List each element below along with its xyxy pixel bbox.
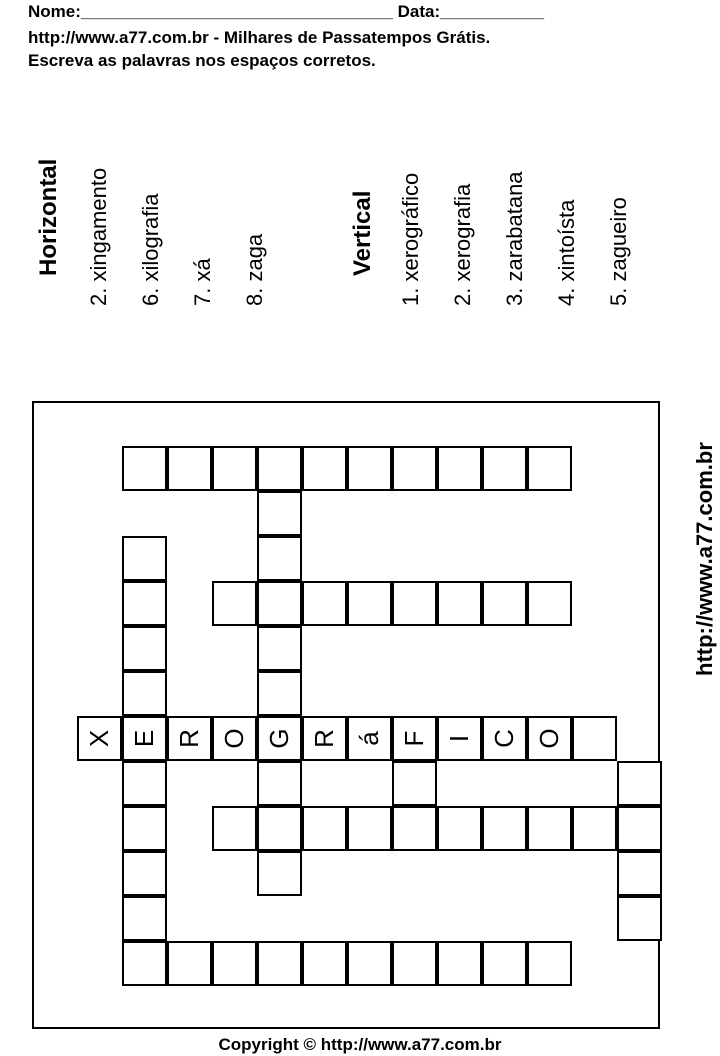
grid-cell[interactable]: [482, 806, 527, 851]
grid-cell[interactable]: [347, 581, 392, 626]
grid-cell[interactable]: [212, 806, 257, 851]
grid-cell[interactable]: [257, 581, 302, 626]
grid-letter: I: [444, 734, 474, 743]
grid-cell[interactable]: [122, 446, 167, 491]
grid-cell[interactable]: [257, 941, 302, 986]
grid-cell[interactable]: [572, 806, 617, 851]
grid-cell[interactable]: [617, 896, 662, 941]
grid-cell[interactable]: [482, 446, 527, 491]
grid-cell[interactable]: [257, 851, 302, 896]
horizontal-clue-3: 7. xá: [190, 258, 215, 306]
grid-cell[interactable]: [617, 761, 662, 806]
grid-cell[interactable]: [392, 581, 437, 626]
grid-cell-filled[interactable]: [392, 716, 437, 761]
grid-cell[interactable]: [347, 446, 392, 491]
site-line: http://www.a77.com.br - Milhares de Passatempos Grátis.: [28, 28, 491, 47]
grid-cell-filled[interactable]: [77, 716, 122, 761]
grid-cell-filled[interactable]: [212, 716, 257, 761]
grid-cell[interactable]: [122, 896, 167, 941]
grid-cell[interactable]: [257, 491, 302, 536]
grid-cell[interactable]: [392, 941, 437, 986]
grid-cell[interactable]: [122, 851, 167, 896]
grid-cell[interactable]: [122, 626, 167, 671]
grid-letter: C: [489, 729, 519, 748]
grid-cell-filled[interactable]: [437, 716, 482, 761]
grid-cell[interactable]: [257, 806, 302, 851]
grid-cell[interactable]: [572, 716, 617, 761]
grid-cell[interactable]: [122, 806, 167, 851]
grid-letter: O: [534, 728, 564, 749]
side-url: http://www.a77.com.br: [692, 442, 717, 676]
vertical-title: Vertical: [349, 190, 376, 276]
grid-cell[interactable]: [257, 761, 302, 806]
grid-cell[interactable]: [617, 806, 662, 851]
grid-cell-filled[interactable]: [347, 716, 392, 761]
horizontal-title: Horizontal: [35, 158, 62, 276]
grid-cell[interactable]: [527, 941, 572, 986]
grid-cell[interactable]: [482, 581, 527, 626]
grid-cell[interactable]: [392, 806, 437, 851]
grid-cell[interactable]: [302, 446, 347, 491]
grid-cell[interactable]: [257, 536, 302, 581]
grid-cell[interactable]: [167, 446, 212, 491]
grid-letter: E: [129, 729, 159, 748]
grid-cell[interactable]: [302, 581, 347, 626]
grid-cell[interactable]: [437, 581, 482, 626]
grid-letter: O: [219, 728, 249, 749]
grid-cell[interactable]: [122, 941, 167, 986]
grid-cell[interactable]: [122, 761, 167, 806]
grid-cell[interactable]: [302, 806, 347, 851]
grid-cell-filled[interactable]: [167, 716, 212, 761]
grid-cell-filled[interactable]: [302, 716, 347, 761]
grid-letter: R: [309, 729, 339, 748]
grid-letter: F: [399, 730, 429, 747]
copyright: Copyright © http://www.a77.com.br: [218, 1035, 502, 1054]
grid-cell[interactable]: [257, 626, 302, 671]
grid-cell[interactable]: [347, 806, 392, 851]
grid-cell[interactable]: [392, 446, 437, 491]
grid-cell-filled[interactable]: [527, 716, 572, 761]
grid-cell[interactable]: [437, 941, 482, 986]
grid-cell[interactable]: [392, 761, 437, 806]
horizontal-clue-4: 8. zaga: [242, 233, 267, 306]
grid-cell[interactable]: [527, 581, 572, 626]
name-date-line: Nome:_________________________________ Data:___________: [28, 2, 545, 21]
grid-letter: G: [264, 728, 294, 749]
grid-cell[interactable]: [212, 446, 257, 491]
grid-cell[interactable]: [212, 941, 257, 986]
grid-cell[interactable]: [257, 446, 302, 491]
grid-cell[interactable]: [257, 671, 302, 716]
grid-cell[interactable]: [347, 941, 392, 986]
instruction-line: Escreva as palavras nos espaços corretos.: [28, 51, 376, 70]
vertical-clue-3: 3. zarabatana: [502, 171, 527, 306]
grid-cell-filled[interactable]: [122, 716, 167, 761]
grid-cell[interactable]: [527, 806, 572, 851]
grid-letter: á: [354, 731, 384, 746]
grid-cell[interactable]: [437, 806, 482, 851]
grid-cell[interactable]: [302, 941, 347, 986]
horizontal-clue-2: 6. xilografia: [138, 193, 163, 306]
grid-cell[interactable]: [212, 581, 257, 626]
vertical-clue-4: 4. xintoísta: [554, 199, 579, 306]
grid-cell[interactable]: [617, 851, 662, 896]
vertical-clue-5: 5. zagueiro: [606, 197, 631, 306]
grid-cell[interactable]: [527, 446, 572, 491]
grid-cell[interactable]: [437, 446, 482, 491]
grid-cell[interactable]: [482, 941, 527, 986]
grid-cell[interactable]: [167, 941, 212, 986]
vertical-clue-2: 2. xerografia: [450, 183, 475, 306]
grid-letter: R: [174, 729, 204, 748]
horizontal-clue-1: 2. xingamento: [86, 167, 111, 306]
grid-cell-filled[interactable]: [482, 716, 527, 761]
grid-cell[interactable]: [122, 581, 167, 626]
grid-cell[interactable]: [122, 536, 167, 581]
grid-letter: X: [84, 729, 114, 748]
grid-cell-filled[interactable]: [257, 716, 302, 761]
grid-cell[interactable]: [122, 671, 167, 716]
vertical-clue-1: 1. xerográfico: [398, 172, 423, 306]
